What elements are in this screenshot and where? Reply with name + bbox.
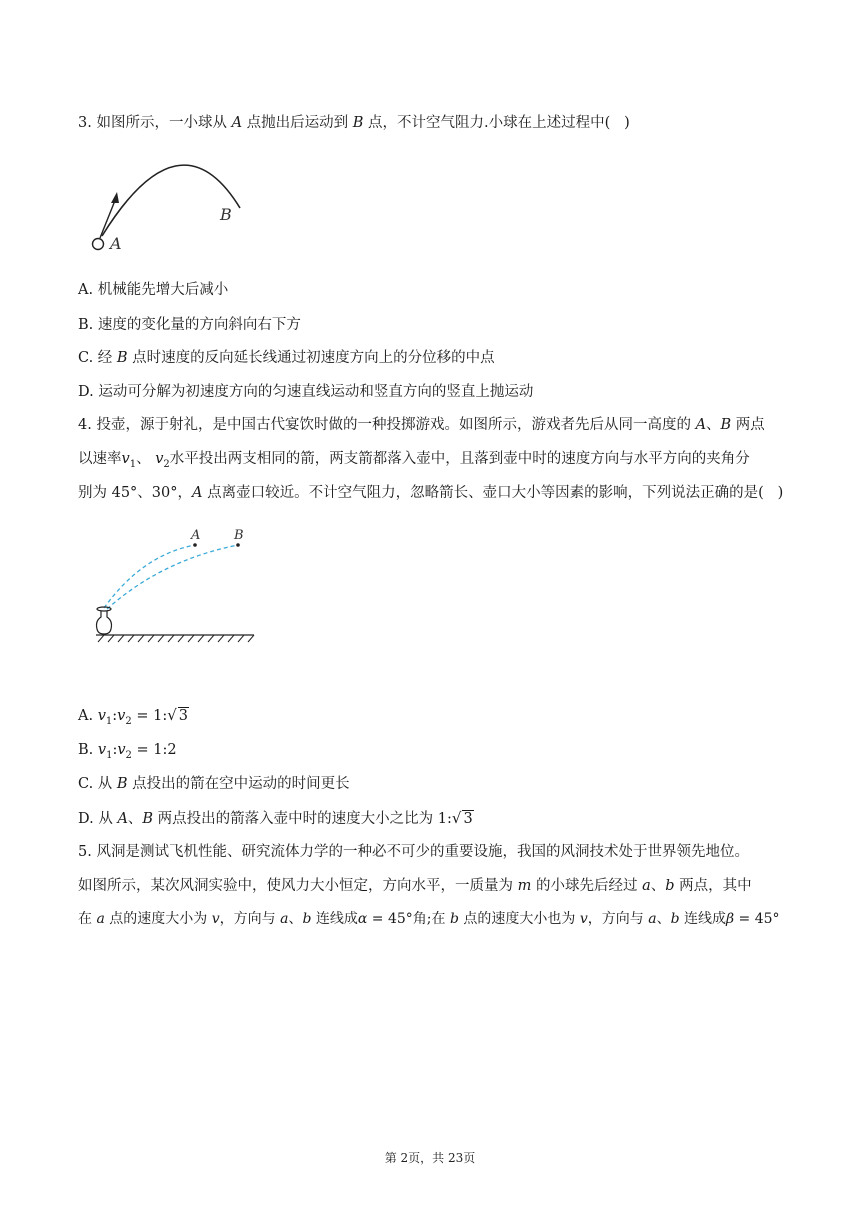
q4-option-d: D. 从 A、B 两点投出的箭落入壶中时的速度大小之比为 1:√ 3 (78, 809, 473, 827)
point-B (236, 543, 240, 547)
q5-stem-line3: 在 a 点的速度大小为 v，方向与 a、b 连线成α = 45°角;在 b 点的速度大小也为 v，方向与 a、b 连线成β = 45° (78, 911, 780, 927)
page-footer: 第 2页，共 23页 (384, 1151, 476, 1165)
ground-hatching (98, 635, 254, 642)
arrow-head-icon (111, 192, 119, 203)
fig-label-B: B (234, 528, 244, 543)
q5-stem-line2: 如图所示，某次风洞实验中，使风力大小恒定，方向水平，一质量为 m 的小球先后经过 a、b 两点，其中 (78, 878, 752, 894)
q4-option-c: C. 从 B 点投出的箭在空中运动的时间更长 (78, 776, 350, 792)
fig-label-B: B (220, 205, 232, 224)
q4-stem-line1: 4. 投壶，源于射礼，是中国古代宴饮时做的一种投掷游戏。如图所示，游戏者先后从同一高度的 A、B 两点 (78, 417, 765, 433)
q4-stem-line2: 以速率$v_1$、 $v_2$水平投出两支相同的箭，两支箭都落入壶中，且落到壶中时的速度方向与水平方向的夹角分 (78, 451, 750, 470)
q3-figure (88, 148, 258, 260)
ball (93, 239, 104, 250)
fig-label-A: A (110, 234, 122, 253)
q4-figure (92, 525, 257, 645)
q4-option-a: A. $v_1:v_2$ = 1:√ 3 (78, 706, 189, 727)
fig-label-A: A (191, 528, 201, 543)
q3-option-c: C. 经 B 点时速度的反向延长线通过初速度方向上的分位移的中点 (78, 350, 495, 366)
point-A (193, 543, 197, 547)
pot-icon (97, 607, 112, 634)
q3-stem: 3. 如图所示，一小球从 A 点抛出后运动到 B 点，不计空气阻力.小球在上述过程中( ) (78, 115, 630, 131)
q4-stem-line3: 别为 45°、30°，A 点离壶口较近。不计空气阻力，忽略箭长、壶口大小等因素的影响，下列说法正确的是( ) (78, 485, 784, 501)
trajectory-from-A (104, 545, 195, 608)
q3-option-b: B. 速度的变化量的方向斜向右下方 (78, 317, 301, 333)
q3-option-a: A. 机械能先增大后减小 (78, 282, 229, 298)
trajectory-curve (102, 165, 240, 236)
q5-stem-line1: 5. 风洞是测试飞机性能、研究流体力学的一种必不可少的重要设施，我国的风洞技术处于世界领先地位。 (78, 844, 749, 860)
trajectory-from-B (107, 545, 238, 609)
q3-option-d: D. 运动可分解为初速度方向的匀速直线运动和竖直方向的竖直上抛运动 (78, 384, 534, 400)
q4-option-b: B. $v_1:v_2$ = 1:2 (78, 742, 177, 761)
